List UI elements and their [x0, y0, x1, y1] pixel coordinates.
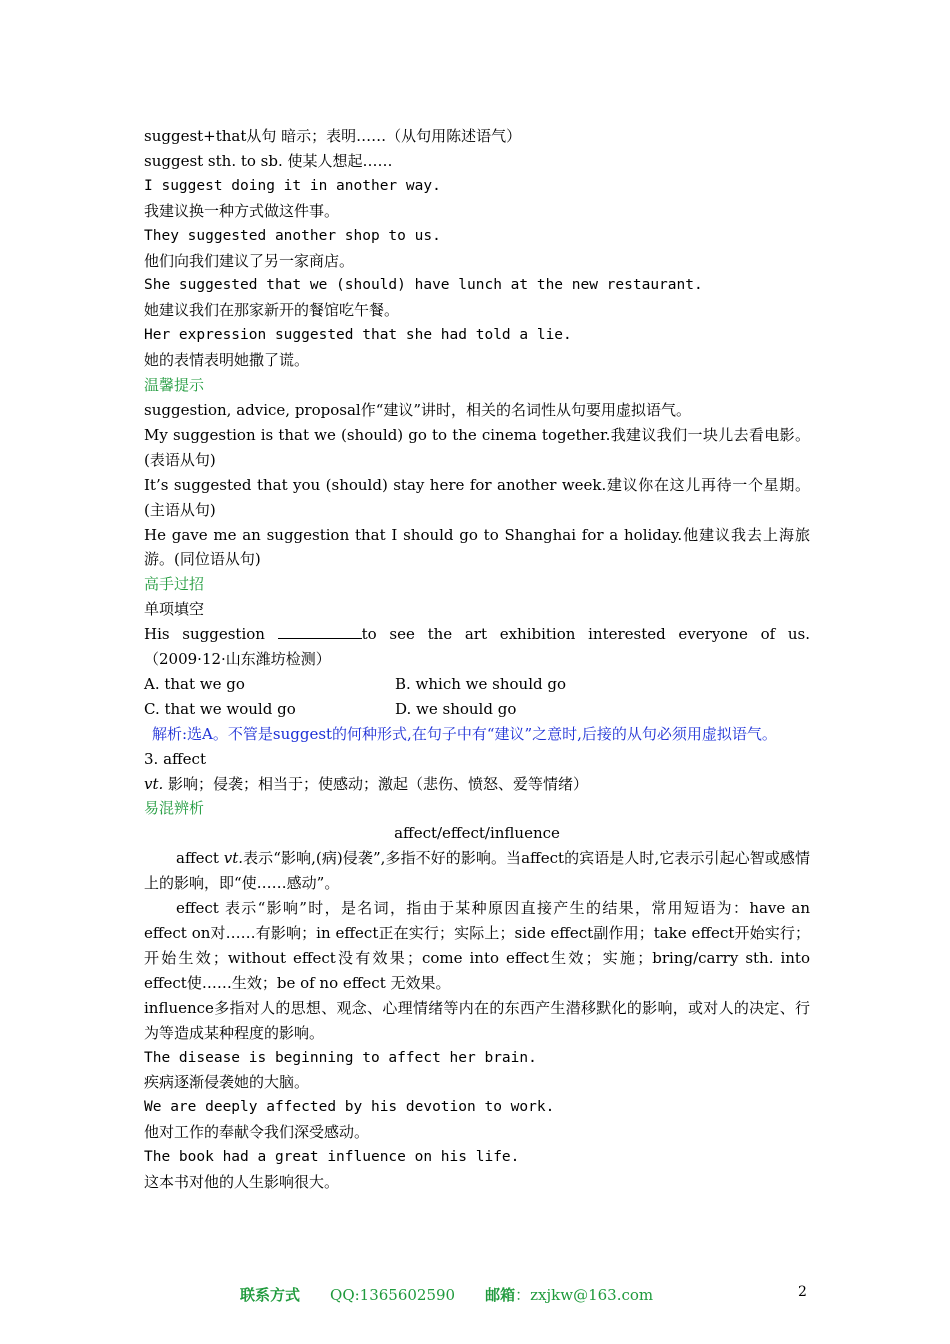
part-of-speech: vt. — [144, 774, 164, 793]
translation: 这本书对他的人生影响很大。 — [144, 1173, 340, 1192]
qq-number: QQ:1365602590 — [330, 1286, 456, 1304]
explanation-rest: 表示“影响,(病)侵袭”,多指不好的影响。当affect的宾语是人时,它表示引起心智或感情上的影响，即“使……感动”。 — [144, 849, 810, 893]
example-sentence: Her expression suggested that she had told a lie. — [144, 327, 572, 344]
text-paragraph: He gave me an suggestion that I should go to Shanghai for a holiday.他建议我去上海旅游。(同位语从句) — [144, 525, 810, 569]
section-heading-tip: 温馨提示 — [144, 376, 205, 395]
page-footer — [240, 1284, 653, 1305]
word-heading: 3. affect — [144, 749, 206, 768]
text-paragraph: It’s suggested that you (should) stay here for another week.建议你在这儿再待一个星期。(主语从句) — [144, 475, 810, 519]
option-b: B. which we should go — [395, 674, 567, 693]
translation: 她的表情表明她撒了谎。 — [144, 351, 310, 370]
example-sentence: She suggested that we (should) have lunch at the new restaurant. — [144, 277, 703, 294]
translation: 她建议我们在那家新开的餐馆吃午餐。 — [144, 301, 400, 320]
text-line: suggest sth. to sb. 使某人想起…… — [144, 151, 393, 170]
translation: 他们向我们建议了另一家商店。 — [144, 251, 355, 270]
section-heading-master: 高手过招 — [144, 575, 205, 594]
section-heading-confuse: 易混辨析 — [144, 799, 205, 818]
example-sentence: The book had a great influence on his life. — [144, 1149, 520, 1166]
example-sentence: They suggested another shop to us. — [144, 227, 441, 244]
example-sentence: We are deeply affected by his devotion to work. — [144, 1099, 555, 1116]
question-start: His suggestion — [144, 625, 278, 644]
text-line: suggest+that从句 暗示；表明……（从句用陈述语气） — [144, 127, 522, 145]
text-line: suggestion, advice, proposal作“建议”讲时，相关的名词性从句要用虚拟语气。 — [144, 400, 692, 419]
definition-text: 影响；侵袭；相当于；使感动；激起（悲伤、愤怒、爱等情绪） — [163, 774, 589, 793]
page-number: 2 — [798, 1284, 807, 1300]
option-row — [144, 697, 810, 722]
option-c: C. that we would go — [144, 699, 296, 718]
word-definition — [144, 772, 810, 797]
part-of-speech: vt. — [223, 849, 244, 868]
example-sentence: I suggest doing it in another way. — [144, 177, 441, 194]
option-d: D. we should go — [395, 699, 517, 718]
email-label: 邮箱 — [485, 1286, 516, 1304]
translation: 他对工作的奉献令我们深受感动。 — [144, 1123, 370, 1142]
comparison-title: affect/effect/influence — [394, 824, 560, 843]
explanation-paragraph: effect 表示“影响”时，是名词，指由于某种原因直接产生的结果，常用短语为：have an effect on对……有影响；in effect正在实行；实际上；side effect副作用；take effect开始实行；开始生效；without effect没有效果；come into effect生效；实施；bring/carry sth. into effect使……生效；be of no effect 无效果。 — [144, 899, 810, 992]
explanation-paragraph: influence多指对人的思想、观念、心理情绪等内在的东西产生潜移默化的影响，或对人的决定、行为等造成某种程度的影响。 — [144, 998, 810, 1042]
answer-analysis: 解析:选A。不管是suggest的何种形式,在句子中有“建议”之意时,后接的从句必须用虚拟语气。 — [152, 724, 777, 743]
explanation-paragraph — [144, 846, 810, 896]
translation: 疾病逐渐侵袭她的大脑。 — [144, 1073, 310, 1092]
answer-blank — [278, 624, 362, 639]
document-body — [144, 124, 810, 1195]
question-end: to see the art exhibition interested everyone of us.（2009·12·山东潍坊检测） — [144, 625, 810, 669]
contact-label: 联系方式 — [240, 1286, 301, 1304]
email-address: ：zxjkw@163.com — [515, 1286, 654, 1304]
option-a: A. that we go — [144, 674, 245, 693]
example-sentence: The disease is beginning to affect her brain. — [144, 1049, 537, 1066]
translation: 我建议换一种方式做这件事。 — [144, 201, 340, 220]
option-row — [144, 672, 810, 697]
text-paragraph: My suggestion is that we (should) go to the cinema together.我建议我们一块儿去看电影。(表语从句) — [144, 425, 810, 469]
question-stem — [144, 622, 810, 672]
explanation-start: affect — [176, 849, 224, 868]
exercise-type-label: 单项填空 — [144, 600, 205, 619]
